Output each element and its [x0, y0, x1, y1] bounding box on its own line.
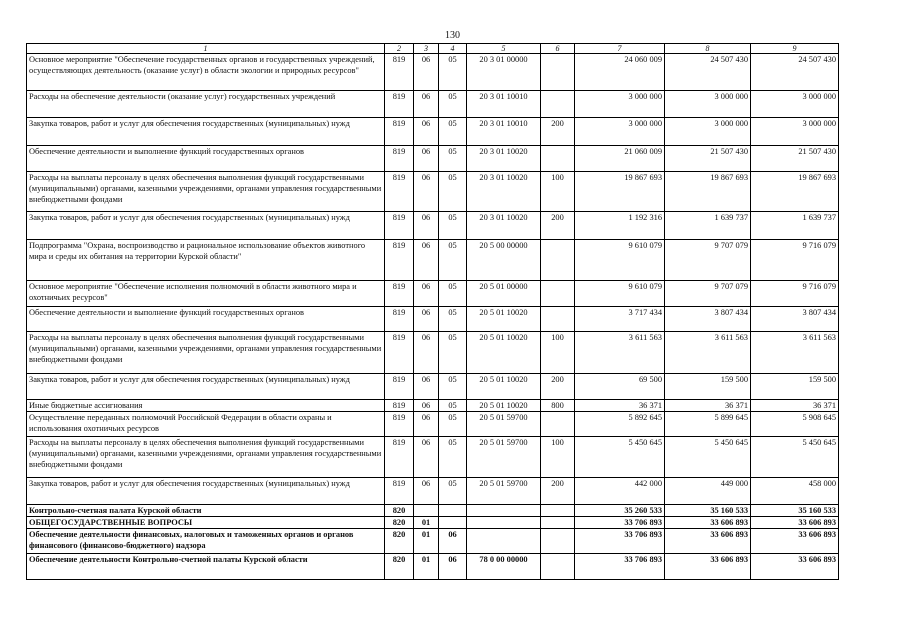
target-article-cell: 78 0 00 00000 [467, 554, 541, 580]
target-article-cell: 20 3 01 10020 [467, 146, 541, 172]
subsection-code-cell: 05 [439, 332, 467, 374]
amount-year1-cell: 5 450 645 [575, 437, 665, 478]
amount-year2-cell: 33 606 893 [665, 554, 751, 580]
ministry-code-cell: 819 [385, 212, 414, 240]
amount-year2-cell: 3 611 563 [665, 332, 751, 374]
row-name-cell: Иные бюджетные ассигнования [27, 400, 385, 412]
target-article-cell [467, 529, 541, 554]
section-code-cell: 06 [414, 240, 439, 281]
target-article-cell: 20 5 01 59700 [467, 437, 541, 478]
ministry-code-cell: 820 [385, 529, 414, 554]
target-article-cell: 20 5 01 10020 [467, 400, 541, 412]
section-code-cell: 06 [414, 437, 439, 478]
amount-year3-cell: 9 716 079 [751, 281, 839, 307]
amount-year1-cell: 36 371 [575, 400, 665, 412]
ministry-code-cell: 819 [385, 54, 414, 91]
expense-type-cell [541, 240, 575, 281]
row-name-cell: Обеспечение деятельности и выполнение функций государственных органов [27, 146, 385, 172]
amount-year1-cell: 69 500 [575, 374, 665, 400]
amount-year3-cell: 1 639 737 [751, 212, 839, 240]
amount-year3-cell: 19 867 693 [751, 172, 839, 212]
section-code-cell: 06 [414, 281, 439, 307]
section-code-cell: 06 [414, 118, 439, 146]
amount-year2-cell: 3 807 434 [665, 307, 751, 332]
ministry-code-cell: 819 [385, 146, 414, 172]
expense-type-cell [541, 412, 575, 437]
amount-year2-cell: 5 899 645 [665, 412, 751, 437]
subsection-code-cell: 05 [439, 212, 467, 240]
section-code-cell: 06 [414, 307, 439, 332]
ministry-code-cell: 819 [385, 91, 414, 118]
subsection-code-cell: 05 [439, 172, 467, 212]
target-article-cell: 20 3 01 10020 [467, 172, 541, 212]
subsection-code-cell: 05 [439, 240, 467, 281]
column-number: 1 [27, 44, 385, 54]
expense-type-cell [541, 554, 575, 580]
target-article-cell: 20 3 01 00000 [467, 54, 541, 91]
amount-year3-cell: 159 500 [751, 374, 839, 400]
amount-year3-cell: 24 507 430 [751, 54, 839, 91]
amount-year3-cell: 36 371 [751, 400, 839, 412]
expense-type-cell: 100 [541, 437, 575, 478]
expense-type-cell [541, 146, 575, 172]
amount-year2-cell: 36 371 [665, 400, 751, 412]
table-row [27, 529, 839, 554]
column-number: 6 [541, 44, 575, 54]
amount-year1-cell: 3 000 000 [575, 118, 665, 146]
target-article-cell: 20 3 01 10010 [467, 91, 541, 118]
row-name-cell: Обеспечение деятельности Контрольно-счетной палаты Курской области [27, 554, 385, 580]
amount-year2-cell: 35 160 533 [665, 505, 751, 517]
target-article-cell: 20 5 01 10020 [467, 307, 541, 332]
subsection-code-cell: 05 [439, 54, 467, 91]
amount-year1-cell: 1 192 316 [575, 212, 665, 240]
ministry-code-cell: 819 [385, 172, 414, 212]
amount-year3-cell: 3 000 000 [751, 118, 839, 146]
table-row [27, 554, 839, 580]
table-row [27, 400, 839, 412]
amount-year2-cell: 9 707 079 [665, 240, 751, 281]
section-code-cell: 01 [414, 554, 439, 580]
ministry-code-cell: 819 [385, 437, 414, 478]
column-number: 9 [751, 44, 839, 54]
expense-type-cell [541, 307, 575, 332]
ministry-code-cell: 819 [385, 307, 414, 332]
section-code-cell: 06 [414, 400, 439, 412]
target-article-cell: 20 5 01 59700 [467, 412, 541, 437]
table-row [27, 412, 839, 437]
expense-type-cell [541, 91, 575, 118]
section-code-cell: 06 [414, 54, 439, 91]
amount-year3-cell: 3 611 563 [751, 332, 839, 374]
row-name-cell: Обеспечение деятельности финансовых, налоговых и таможенных органов и органов финансового (финансово-бюджетного) надзора [27, 529, 385, 554]
expense-type-cell: 200 [541, 374, 575, 400]
amount-year2-cell: 5 450 645 [665, 437, 751, 478]
amount-year3-cell: 35 160 533 [751, 505, 839, 517]
table-row [27, 172, 839, 212]
target-article-cell: 20 3 01 10010 [467, 118, 541, 146]
row-name-cell: Контрольно-счетная палата Курской области [27, 505, 385, 517]
amount-year2-cell: 1 639 737 [665, 212, 751, 240]
table-row [27, 332, 839, 374]
ministry-code-cell: 820 [385, 517, 414, 529]
row-name-cell: Закупка товаров, работ и услуг для обеспечения государственных (муниципальных) нужд [27, 118, 385, 146]
subsection-code-cell: 06 [439, 529, 467, 554]
amount-year1-cell: 35 260 533 [575, 505, 665, 517]
table-row [27, 118, 839, 146]
expense-type-cell [541, 505, 575, 517]
amount-year3-cell: 21 507 430 [751, 146, 839, 172]
expense-type-cell: 100 [541, 172, 575, 212]
subsection-code-cell [439, 505, 467, 517]
subsection-code-cell: 05 [439, 412, 467, 437]
target-article-cell: 20 3 01 10020 [467, 212, 541, 240]
row-name-cell: Расходы на выплаты персоналу в целях обеспечения выполнения функций государственными (муниципальными) органами, казенными учреждениями, органами управления государственными внебюджетными фондами [27, 172, 385, 212]
column-number-row [27, 44, 839, 54]
ministry-code-cell: 819 [385, 118, 414, 146]
amount-year1-cell: 9 610 079 [575, 240, 665, 281]
table-row [27, 374, 839, 400]
target-article-cell [467, 517, 541, 529]
column-number: 2 [385, 44, 414, 54]
amount-year3-cell: 5 908 645 [751, 412, 839, 437]
amount-year3-cell: 33 606 893 [751, 517, 839, 529]
table-row [27, 307, 839, 332]
expense-type-cell [541, 517, 575, 529]
ministry-code-cell: 819 [385, 281, 414, 307]
table-row [27, 478, 839, 505]
target-article-cell: 20 5 01 10020 [467, 374, 541, 400]
amount-year2-cell: 21 507 430 [665, 146, 751, 172]
table-row [27, 146, 839, 172]
column-number: 5 [467, 44, 541, 54]
subsection-code-cell: 06 [439, 554, 467, 580]
target-article-cell: 20 5 00 00000 [467, 240, 541, 281]
section-code-cell: 01 [414, 529, 439, 554]
amount-year2-cell: 449 000 [665, 478, 751, 505]
target-article-cell: 20 5 01 10020 [467, 332, 541, 374]
subsection-code-cell: 05 [439, 281, 467, 307]
budget-table [26, 43, 839, 580]
section-code-cell: 06 [414, 146, 439, 172]
row-name-cell: Расходы на выплаты персоналу в целях обеспечения выполнения функций государственными (муниципальными) органами, казенными учреждениями, органами управления государственными внебюджетными фондами [27, 332, 385, 374]
section-code-cell: 06 [414, 412, 439, 437]
row-name-cell: Закупка товаров, работ и услуг для обеспечения государственных (муниципальных) нужд [27, 212, 385, 240]
amount-year3-cell: 3 000 000 [751, 91, 839, 118]
amount-year2-cell: 33 606 893 [665, 517, 751, 529]
table-row [27, 281, 839, 307]
section-code-cell: 01 [414, 517, 439, 529]
column-number: 8 [665, 44, 751, 54]
amount-year2-cell: 19 867 693 [665, 172, 751, 212]
row-name-cell: Расходы на выплаты персоналу в целях обеспечения выполнения функций государственными (муниципальными) органами, казенными учреждениями, органами управления государственными внебюджетными фондами [27, 437, 385, 478]
expense-type-cell: 200 [541, 118, 575, 146]
section-code-cell: 06 [414, 172, 439, 212]
subsection-code-cell: 05 [439, 146, 467, 172]
table-row [27, 505, 839, 517]
row-name-cell: Закупка товаров, работ и услуг для обеспечения государственных (муниципальных) нужд [27, 374, 385, 400]
ministry-code-cell: 820 [385, 554, 414, 580]
amount-year3-cell: 458 000 [751, 478, 839, 505]
target-article-cell: 20 5 01 59700 [467, 478, 541, 505]
row-name-cell: Основное мероприятие "Обеспечение исполнения полномочий в области животного мира и охотничьих ресурсов" [27, 281, 385, 307]
amount-year1-cell: 9 610 079 [575, 281, 665, 307]
expense-type-cell: 100 [541, 332, 575, 374]
expense-type-cell [541, 529, 575, 554]
section-code-cell: 06 [414, 374, 439, 400]
expense-type-cell: 800 [541, 400, 575, 412]
subsection-code-cell: 05 [439, 374, 467, 400]
row-name-cell: Подпрограмма "Охрана, воспроизводство и рациональное использование объектов животного мира и среды их обитания на территории Курской области" [27, 240, 385, 281]
amount-year1-cell: 33 706 893 [575, 517, 665, 529]
column-number: 3 [414, 44, 439, 54]
amount-year1-cell: 3 717 434 [575, 307, 665, 332]
section-code-cell: 06 [414, 91, 439, 118]
ministry-code-cell: 819 [385, 374, 414, 400]
amount-year1-cell: 33 706 893 [575, 554, 665, 580]
amount-year2-cell: 3 000 000 [665, 91, 751, 118]
expense-type-cell [541, 281, 575, 307]
amount-year3-cell: 33 606 893 [751, 554, 839, 580]
ministry-code-cell: 819 [385, 478, 414, 505]
amount-year2-cell: 9 707 079 [665, 281, 751, 307]
amount-year1-cell: 3 611 563 [575, 332, 665, 374]
target-article-cell: 20 5 01 00000 [467, 281, 541, 307]
row-name-cell: Обеспечение деятельности и выполнение функций государственных органов [27, 307, 385, 332]
expense-type-cell: 200 [541, 212, 575, 240]
ministry-code-cell: 819 [385, 240, 414, 281]
subsection-code-cell: 05 [439, 118, 467, 146]
amount-year3-cell: 5 450 645 [751, 437, 839, 478]
subsection-code-cell: 05 [439, 478, 467, 505]
section-code-cell [414, 505, 439, 517]
row-name-cell: Основное мероприятие "Обеспечение государственных органов и государственных учреждений, осуществляющих деятельность (оказание услуг) в области экологии и природных ресурсов" [27, 54, 385, 91]
amount-year1-cell: 33 706 893 [575, 529, 665, 554]
row-name-cell: Закупка товаров, работ и услуг для обеспечения государственных (муниципальных) нужд [27, 478, 385, 505]
column-number: 4 [439, 44, 467, 54]
amount-year1-cell: 5 892 645 [575, 412, 665, 437]
table-row [27, 212, 839, 240]
ministry-code-cell: 819 [385, 332, 414, 374]
table-row [27, 240, 839, 281]
amount-year1-cell: 24 060 009 [575, 54, 665, 91]
table-row [27, 437, 839, 478]
expense-type-cell [541, 54, 575, 91]
amount-year3-cell: 3 807 434 [751, 307, 839, 332]
amount-year2-cell: 33 606 893 [665, 529, 751, 554]
row-name-cell: ОБЩЕГОСУДАРСТВЕННЫЕ ВОПРОСЫ [27, 517, 385, 529]
amount-year2-cell: 3 000 000 [665, 118, 751, 146]
ministry-code-cell: 820 [385, 505, 414, 517]
ministry-code-cell: 819 [385, 412, 414, 437]
table-row [27, 91, 839, 118]
subsection-code-cell: 05 [439, 400, 467, 412]
row-name-cell: Расходы на обеспечение деятельности (оказание услуг) государственных учреждений [27, 91, 385, 118]
ministry-code-cell: 819 [385, 400, 414, 412]
amount-year2-cell: 159 500 [665, 374, 751, 400]
amount-year1-cell: 21 060 009 [575, 146, 665, 172]
row-name-cell: Осуществление переданных полномочий Российской Федерации в области охраны и использования охотничьих ресурсов [27, 412, 385, 437]
amount-year1-cell: 442 000 [575, 478, 665, 505]
table-row [27, 54, 839, 91]
column-number: 7 [575, 44, 665, 54]
subsection-code-cell: 05 [439, 437, 467, 478]
target-article-cell [467, 505, 541, 517]
amount-year1-cell: 3 000 000 [575, 91, 665, 118]
expense-type-cell: 200 [541, 478, 575, 505]
section-code-cell: 06 [414, 332, 439, 374]
subsection-code-cell [439, 517, 467, 529]
amount-year1-cell: 19 867 693 [575, 172, 665, 212]
amount-year3-cell: 9 716 079 [751, 240, 839, 281]
section-code-cell: 06 [414, 478, 439, 505]
amount-year2-cell: 24 507 430 [665, 54, 751, 91]
section-code-cell: 06 [414, 212, 439, 240]
table-row [27, 517, 839, 529]
amount-year3-cell: 33 606 893 [751, 529, 839, 554]
page-number: 130 [445, 30, 460, 41]
subsection-code-cell: 05 [439, 307, 467, 332]
subsection-code-cell: 05 [439, 91, 467, 118]
